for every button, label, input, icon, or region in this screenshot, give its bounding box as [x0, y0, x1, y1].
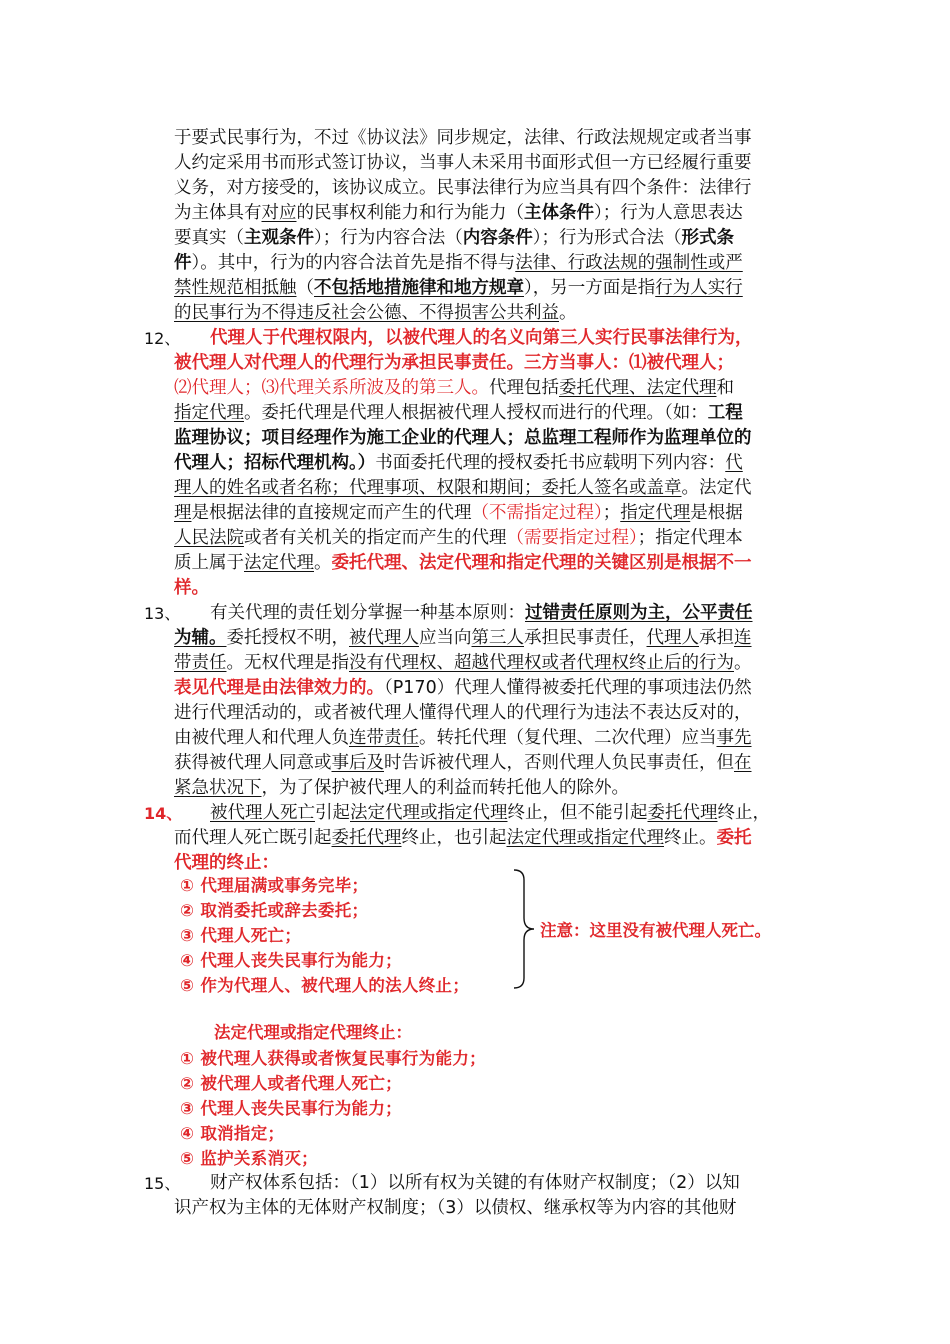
paragraph-line: 而代理人死亡既引起委托代理终止，也引起法定代理或指定代理终止。委托 [174, 828, 752, 848]
paragraph-line: 理是根据法律的直接规定而产生的代理（不需指定过程）；指定代理是根据 [174, 503, 743, 523]
list-item: ② 取消委托或辞去委托； [180, 901, 369, 920]
paragraph-line: 指定代理。委托代理是代理人根据被代理人授权而进行的代理。（如：工程 [174, 403, 743, 423]
list-item: ④ 代理人丧失民事行为能力； [180, 951, 402, 970]
section-subheading: 法定代理或指定代理终止： [214, 1023, 412, 1042]
paragraph-line: 由被代理人和代理人负连带责任。转托代理（复代理、二次代理）应当事先 [174, 728, 752, 748]
paragraph-line: ⑵代理人；⑶代理关系所波及的第三人。代理包括委托代理、法定代理和 [174, 378, 734, 398]
list-item: ① 被代理人获得或者恢复民事行为能力； [180, 1049, 486, 1068]
paragraph-line: 获得被代理人同意或事后及时告诉被代理人，否则代理人负民事责任，但在 [174, 753, 752, 773]
right-brace-icon [512, 868, 536, 990]
paragraph-line: 理人的姓名或者名称；代理事项、权限和期间；委托人签名或盖章。法定代 [174, 478, 752, 498]
paragraph-line: 财产权体系包括：（1）以所有权为关键的有体财产权制度；（2）以知 [210, 1173, 740, 1193]
list-item: ③ 代理人死亡； [180, 926, 302, 945]
paragraph-line: 要真实（主观条件）；行为内容合法（内容条件）；行为形式合法（形式条 [174, 228, 734, 248]
paragraph-line: 识产权为主体的无体财产权制度；（3）以债权、继承权等为内容的其他财 [174, 1198, 737, 1218]
list-item: ② 被代理人或者代理人死亡； [180, 1074, 402, 1093]
paragraph-line: 禁性规范相抵触（不包括地措施律和地方规章），另一方面是指行为人实行 [174, 278, 743, 298]
paragraph-line: 于要式民事行为，不过《协议法》同步规定，法律、行政法规规定或者当事 [174, 128, 752, 148]
paragraph-line: 人民法院或者有关机关的指定而产生的代理（需要指定过程）；指定代理本 [174, 528, 743, 548]
paragraph-line: 为辅。委托授权不明，被代理人应当向第三人承担民事责任，代理人承担连 [174, 628, 752, 648]
paragraph-line: 带责任。无权代理是指没有代理权、超越代理权或者代理权终止后的行为。 [174, 653, 752, 673]
paragraph-line: 代理的终止： [174, 853, 279, 873]
paragraph-line: 监理协议；项目经理作为施工企业的代理人；总监理工程师作为监理单位的 [174, 428, 752, 448]
paragraph-line: 样。 [174, 578, 209, 598]
paragraph-line: 被代理人对代理人的代理行为承担民事责任。三方当事人：⑴被代理人； [174, 353, 734, 373]
paragraph-line: 代理人；招标代理机构。）书面委托代理的授权委托书应载明下列内容：代 [174, 453, 743, 473]
paragraph-line: 表见代理是由法律效力的。（P170）代理人懂得被委托代理的事项违法仍然 [174, 678, 752, 698]
list-item: ③ 代理人丧失民事行为能力； [180, 1099, 402, 1118]
paragraph-line: 为主体具有对应的民事权利能力和行为能力（主体条件）；行为人意思表达 [174, 203, 743, 223]
paragraph-line: 代理人于代理权限内，以被代理人的名义向第三人实行民事法律行为， [210, 328, 753, 348]
list-item: ④ 取消指定； [180, 1124, 285, 1143]
note-text: 注意：这里没有被代理人死亡。 [540, 921, 771, 940]
paragraph-line: 义务，对方接受的，该协议成立。民事法律行为应当具有四个条件：法律行 [174, 178, 752, 198]
list-item: ⑤ 监护关系消灭； [180, 1149, 318, 1168]
item-number: 15、 [144, 1174, 181, 1193]
item-number: 14、 [144, 804, 183, 823]
paragraph-line: 有关代理的责任划分掌握一种基本原则：过错责任原则为主，公平责任 [210, 603, 753, 623]
paragraph-line: 紧急状况下，为了保护被代理人的利益而转托他人的除外。 [174, 778, 629, 798]
item-number: 12、 [144, 329, 181, 348]
list-item: ① 代理届满或事务完毕； [180, 876, 369, 895]
paragraph-line: 进行代理活动的，或者被代理人懂得代理人的代理行为违法不表达反对的， [174, 703, 752, 723]
paragraph-line: 件）。其中，行为的内容合法首先是指不得与法律、行政法规的强制性或严 [174, 253, 743, 273]
item-number: 13、 [144, 604, 181, 623]
paragraph-line: 质上属于法定代理。委托代理、法定代理和指定代理的关键区别是根据不一 [174, 553, 752, 573]
paragraph-line: 被代理人死亡引起法定代理或指定代理终止，但不能引起委托代理终止， [210, 803, 770, 823]
paragraph-line: 人约定采用书而形式签订协议，当事人未采用书面形式但一方已经履行重要 [174, 153, 752, 173]
paragraph-line: 的民事行为不得违反社会公德、不得损害公共利益。 [174, 303, 577, 323]
list-item: ⑤ 作为代理人、被代理人的法人终止； [180, 976, 470, 995]
